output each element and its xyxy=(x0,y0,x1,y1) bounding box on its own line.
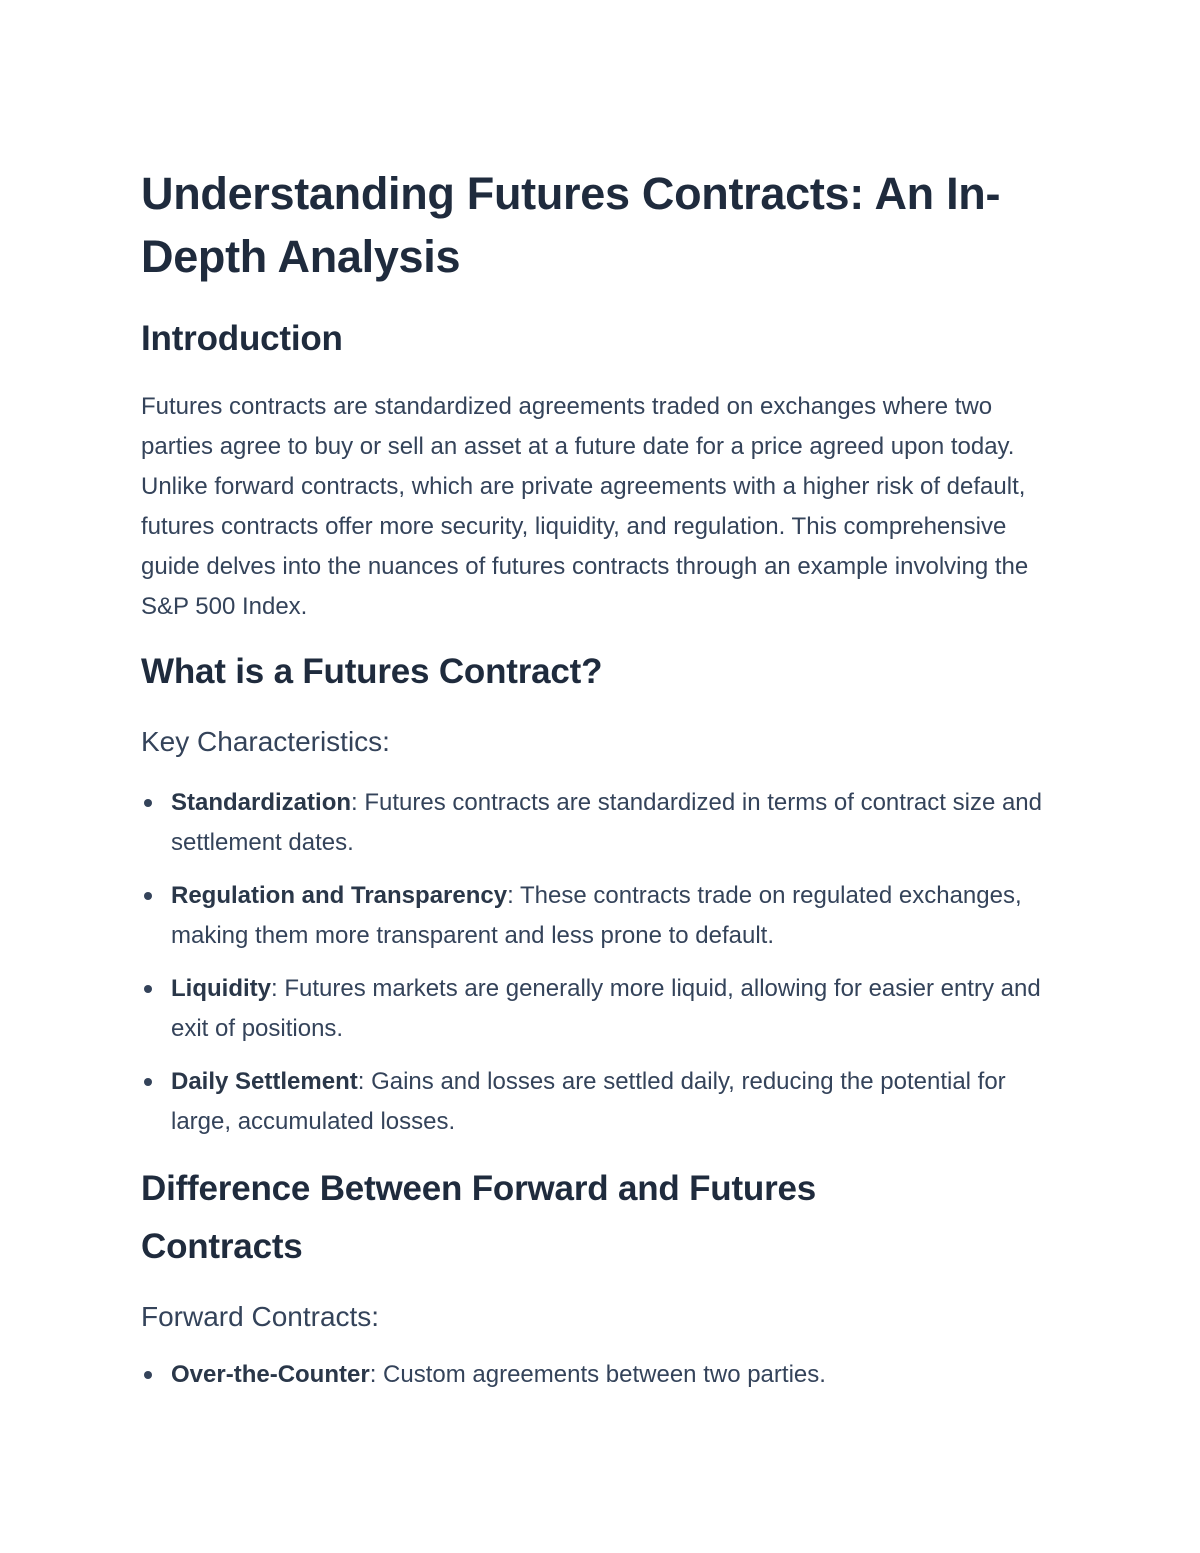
bullet-dot xyxy=(144,799,152,807)
forward-contracts-subheading: Forward Contracts: xyxy=(141,1301,380,1332)
bullet-dot xyxy=(144,892,152,900)
bullet-term: Regulation and Transparency xyxy=(171,882,508,909)
bullet-text: Futures markets are generally more liquid, allowing for easier entry and exit of positions. xyxy=(171,975,1041,1042)
bullet-term: Daily Settlement xyxy=(171,1068,358,1095)
bullet-dot xyxy=(144,1371,152,1379)
bullet-separator: : xyxy=(507,882,514,909)
document-title: Understanding Futures Contracts: An In-Depth Analysis xyxy=(141,168,1001,282)
bullet-separator: : xyxy=(270,975,278,1002)
introduction-heading: Introduction xyxy=(141,319,343,358)
introduction-paragraph: Futures contracts are standardized agreements traded on exchanges where two parties agree to buy or sell an asset at a future date for a price agreed upon today. Unlike forward contracts, which are private agreements with a higher risk of default, futures contracts offer more security, liquidity, and regulation. This comprehensive guide delves into the nuances of futures contracts through an example involving the S&P 500 Index. xyxy=(141,393,1029,620)
bullet-text: These contracts trade on regulated exchanges, making them more transparent and less prone to default. xyxy=(171,882,1022,949)
bullet-term: Standardization xyxy=(171,789,352,816)
list-item xyxy=(141,783,1066,863)
bullet-text: Custom agreements between two parties. xyxy=(376,1361,826,1388)
list-item xyxy=(141,876,1066,956)
bullet-dot xyxy=(144,1078,152,1086)
bullet-text: Gains and losses are settled daily, reducing the potential for large, accumulated losses. xyxy=(171,1068,1006,1135)
list-item xyxy=(141,969,1066,1049)
what-is-futures-heading: What is a Futures Contract? xyxy=(141,652,603,691)
bullet-separator: : xyxy=(351,789,358,816)
key-characteristics-list xyxy=(141,783,1066,1155)
bullet-text: Futures contracts are standardized in terms of contract size and settlement dates. xyxy=(171,789,1043,856)
difference-heading: Difference Between Forward and Futures Contracts xyxy=(141,1169,817,1266)
bullet-term: Liquidity xyxy=(171,975,271,1002)
bullet-dot xyxy=(144,985,152,993)
list-item xyxy=(141,1062,1066,1142)
forward-contracts-list xyxy=(141,1355,1066,1408)
key-characteristics-subheading: Key Characteristics: xyxy=(141,726,390,757)
bullet-separator: : xyxy=(369,1361,377,1388)
bullet-term: Over-the-Counter xyxy=(171,1361,370,1388)
list-item xyxy=(141,1355,1066,1395)
bullet-separator: : xyxy=(357,1068,365,1095)
